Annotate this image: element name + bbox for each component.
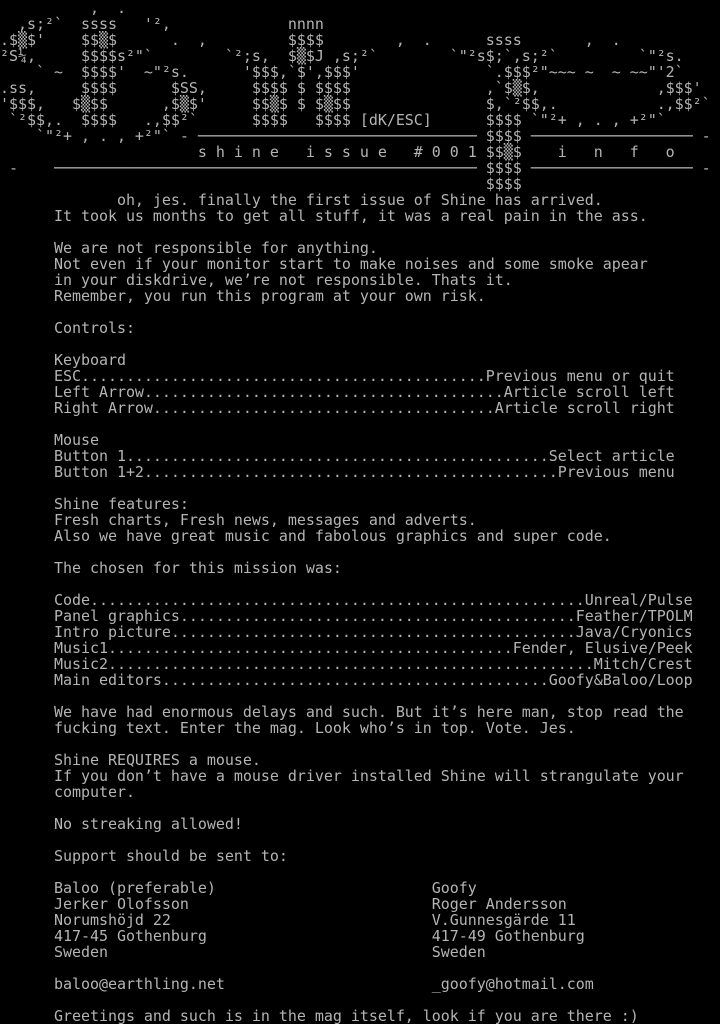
text-line: Main editors...........................................Goofy&Baloo/Loop	[0, 671, 693, 689]
text-line: 417-45 Gothenburg 417-49 Gothenburg	[0, 927, 585, 945]
text-line: Jerker Olofsson Roger Andersson	[0, 895, 567, 913]
text-line: Greetings and such is in the mag itself, look if you are there :)	[0, 1007, 639, 1024]
text-line: Not even if your monitor start to make noises and some smoke apear	[0, 255, 648, 273]
text-line: Sweden Sweden	[0, 943, 486, 961]
text-line: If you don’t have a mouse driver installed Shine will strangulate your	[0, 767, 684, 785]
text-line: baloo@earthling.net _goofy@hotmail.com	[0, 975, 594, 993]
text-line: Shine features:	[0, 495, 189, 513]
text-line: Code.......................................................Unreal/Pulse	[0, 591, 693, 609]
controls-list	[0, 304, 720, 480]
ascii-logo	[0, 0, 720, 192]
text-line: Also we have great music and fabolous graphics and super code.	[0, 527, 612, 545]
text-line: - ─────────────────────────────────────────────── $$$$ ────────────────── -	[0, 159, 711, 177]
text-line: Music1.............................................Fender, Elusive/Peek	[0, 639, 693, 657]
text-line: Button 1...............................................Select article	[0, 447, 675, 465]
text-line: $$$$	[0, 175, 522, 193]
text-line: Remember, you run this program at your own risk.	[0, 287, 486, 305]
text-line	[0, 688, 720, 704]
text-line: ESC.............................................Previous menu or quit	[0, 367, 675, 385]
text-line	[0, 736, 720, 752]
outro-paragraph	[0, 688, 720, 864]
text-line	[0, 832, 720, 848]
text-line	[0, 800, 720, 816]
text-line: Music2......................................................Mitch/Crest	[0, 655, 693, 673]
text-line: in your diskdrive, we’re not responsible. Thats it.	[0, 271, 513, 289]
text-line: oh, jes. finally the first issue of Shine has arrived.	[0, 191, 603, 209]
text-line: Keyboard	[0, 351, 126, 369]
text-line	[0, 544, 720, 560]
text-line: `"²+ , . , +²"` - ─────────────────────────────── $$$$ ────────────────── -	[0, 127, 711, 145]
text-line	[0, 864, 720, 880]
text-line: .$▒$' $$▒$ . , $$$$ , . ssss , .	[0, 31, 621, 49]
text-line: fucking text. Enter the mag. Look who’s in top. Vote. Jes.	[0, 719, 576, 737]
text-line: Baloo (preferable) Goofy	[0, 879, 477, 897]
text-line: Fresh charts, Fresh news, messages and adverts.	[0, 511, 477, 529]
text-line: .ss, $$$$ $SS, $$$$ $ $$$$ ,`$▒$, ,$$$'	[0, 79, 702, 97]
contacts-columns	[0, 864, 720, 1008]
text-line: It took us months to get all stuff, it was a real pain in the ass.	[0, 207, 648, 225]
text-line: Left Arrow........................................Article scroll left	[0, 383, 675, 401]
text-line	[0, 304, 720, 320]
text-line: computer.	[0, 783, 135, 801]
text-line: Shine REQUIRES a mouse.	[0, 751, 261, 769]
text-line: , .	[0, 0, 126, 17]
text-line: We have had enormous delays and such. But it’s here man, stop read the	[0, 703, 684, 721]
text-line: Support should be sent to:	[0, 847, 288, 865]
text-line	[0, 416, 720, 432]
text-line: Norumshöjd 22 V.Gunnesgärde 11	[0, 911, 576, 929]
credits-list	[0, 576, 720, 688]
text-line: Right Arrow......................................Article scroll right	[0, 399, 675, 417]
text-line: ²S¼, $$$$s²"` `²;s, $▒$J ,s;²` `"²s$;`,s;²` `"²s.	[0, 47, 684, 65]
text-line	[0, 960, 720, 976]
text-line: Button 1+2..............................................Previous menu	[0, 463, 675, 481]
text-line: We are not responsible for anything.	[0, 239, 378, 257]
text-line: ,s;²` ssss '², nnnn	[0, 15, 324, 33]
text-line	[0, 992, 720, 1008]
text-line	[0, 336, 720, 352]
text-line: Intro picture.............................................Java/Cryonics	[0, 623, 693, 641]
features-paragraph	[0, 480, 720, 576]
text-line: No streaking allowed!	[0, 815, 243, 833]
text-line	[0, 224, 720, 240]
text-line: ` ~ $$$$' ~"²s. '$$$,`$',$$$' `.$$$²"~~~ ~ ~ ~~"'2`	[0, 63, 684, 81]
text-line	[0, 480, 720, 496]
text-line: Panel graphics............................................Feather/TPOLM	[0, 607, 693, 625]
text-line: s h i n e i s s u e # 0 0 1 $$▒$ i n f o	[0, 143, 675, 161]
text-line: Controls:	[0, 319, 135, 337]
text-line: The chosen for this mission was:	[0, 559, 342, 577]
text-line: Mouse	[0, 431, 99, 449]
intro-paragraph	[0, 192, 720, 304]
text-line: '$$$, $▒$$ ,$▒$' $$▒$ $ $▒$$ $,`²$$,. .,$$²`	[0, 95, 711, 113]
text-line: `²$$,. $$$$ .,$$²` $$$$ $$$$ [dK/ESC] $$$$ `"²+ , . , +²"`	[0, 111, 666, 129]
greetings-line	[0, 1008, 720, 1024]
text-line	[0, 576, 720, 592]
